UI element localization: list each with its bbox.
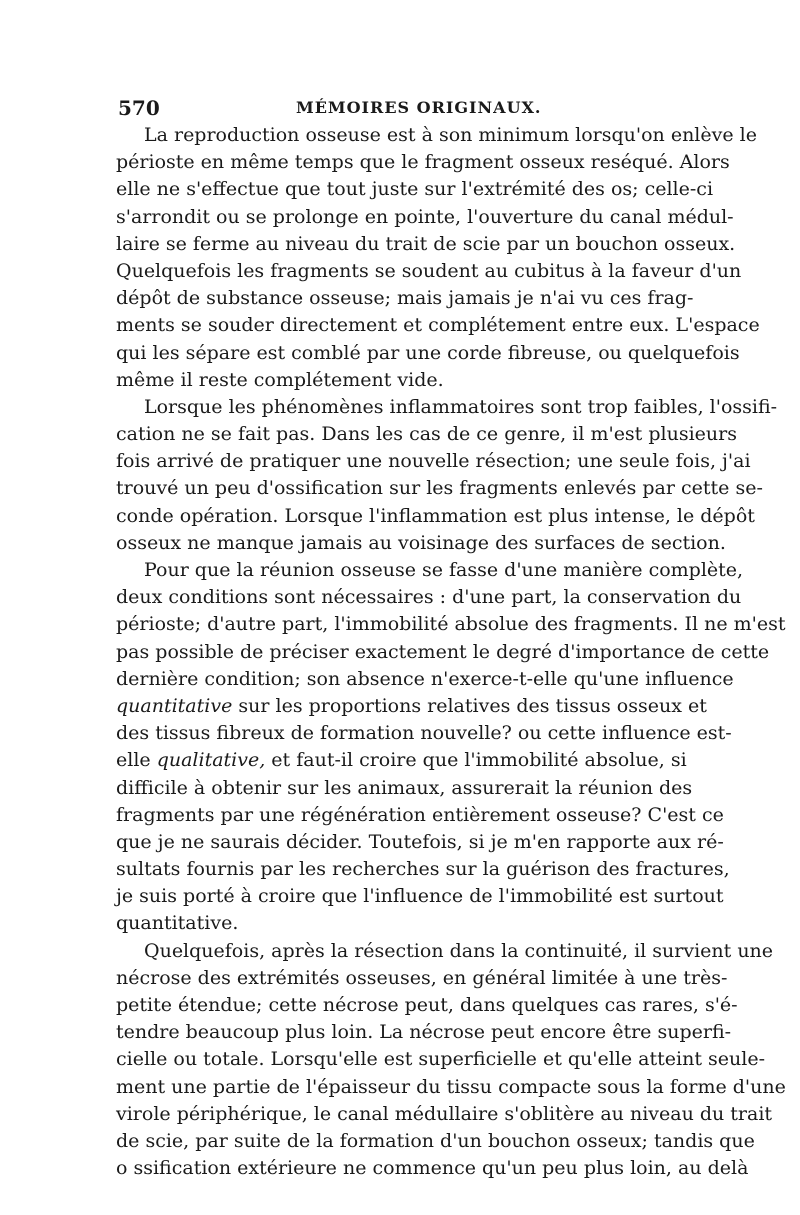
text-line: qui les sépare est comblé par une corde fibreuse, ou quelquefois [116,341,740,364]
page-header [118,96,684,124]
text-line: conde opération. Lorsque l'inflammation est plus intense, le dépôt [116,504,755,527]
text-line: que je ne saurais décider. Toutefois, si je m'en rapporte aux ré- [116,830,724,853]
page-number: 570 [118,96,160,120]
text-line: même il reste complétement vide. [116,368,444,391]
text-line: La reproduction osseuse est à son minimum lorsqu'on enlève le [144,124,757,146]
text-line: ments se souder directement et complétement entre eux. L'espace [116,314,760,337]
text-line [116,747,687,774]
line-rest: et faut-il croire que l'immobilité absolue, si [265,749,687,772]
text-line: quantitative. [116,912,239,935]
text-line: difficile à obtenir sur les animaux, assurerait la réunion des [116,776,693,799]
text-line: des tissus fibreux de formation nouvelle? ou cette influence est- [116,722,732,745]
text-line: ment une partie de l'épaisseur du tissu compacte sous la forme d'une [116,1075,786,1098]
text-line: virole périphérique, le canal médullaire s'oblitère au niveau du trait [116,1102,773,1125]
text-line: périoste; d'autre part, l'immobilité absolue des fragments. Il ne m'est [116,613,786,636]
text-line: Quelquefois, après la résection dans la continuité, il survient une [144,939,774,962]
text-line: elle ne s'effectue que tout juste sur l'extrémité des os; celle-ci [116,178,714,201]
text-line: fragments par une régénération entièrement osseuse? C'est ce [116,803,724,826]
text-line: fois arrivé de pratiquer une nouvelle résection; une seule fois, j'ai [116,450,751,473]
text-line: tendre beaucoup plus loin. La nécrose peut encore être superfi- [116,1021,732,1044]
text-line [116,693,707,720]
text-line: Pour que la réunion osseuse se fasse d'une manière complète, [144,559,744,581]
text-line: petite étendue; cette nécrose peut, dans quelques cas rares, s'é- [116,994,738,1016]
italic-word: qualitative, [156,749,266,772]
text-line: dernière condition; son absence n'exerce-t-elle qu'une influence [116,667,734,690]
running-title: MÉMOIRES ORIGINAUX. [296,98,542,117]
text-line: cielle ou totale. Lorsqu'elle est superficielle et qu'elle atteint seule- [116,1048,765,1071]
body-text [116,122,786,1182]
text-line: s'arrondit ou se prolonge en pointe, l'ouverture du canal médul- [116,205,734,228]
text-line: pas possible de préciser exactement le degré d'importance de cette [116,640,770,663]
italic-word: quantitative [116,694,233,717]
line-rest: sur les proportions relatives des tissus osseux et [232,694,707,717]
text-line: trouvé un peu d'ossification sur les fragments enlevés par cette se- [116,477,763,500]
text-line: de scie, par suite de la formation d'un bouchon osseux; tandis que [116,1129,755,1152]
text-line: dépôt de substance osseuse; mais jamais je n'ai vu ces frag- [116,287,694,310]
text-line: Lorsque les phénomènes inflammatoires sont trop faibles, l'ossifi- [144,395,778,418]
text-line: o ssification extérieure ne commence qu'un peu plus loin, au delà [116,1157,749,1180]
text-line: je suis porté à croire que l'influence de l'immobilité est surtout [116,885,724,908]
text-line: périoste en même temps que le fragment osseux reséqué. Alors [116,151,730,174]
text-line: Quelquefois les fragments se soudent au cubitus à la faveur d'un [116,259,742,282]
text-line: laire se ferme au niveau du trait de scie par un bouchon osseux. [116,232,736,255]
text-line: cation ne se fait pas. Dans les cas de ce genre, il m'est plusieurs [116,423,737,446]
line-start: elle [116,749,157,772]
text-line: nécrose des extrémités osseuses, en général limitée à une très- [116,966,728,989]
text-line: sultats fournis par les recherches sur la guérison des fractures, [116,858,730,881]
text-line: deux conditions sont nécessaires : d'une part, la conservation du [116,586,742,609]
text-line: osseux ne manque jamais au voisinage des surfaces de section. [116,531,726,554]
